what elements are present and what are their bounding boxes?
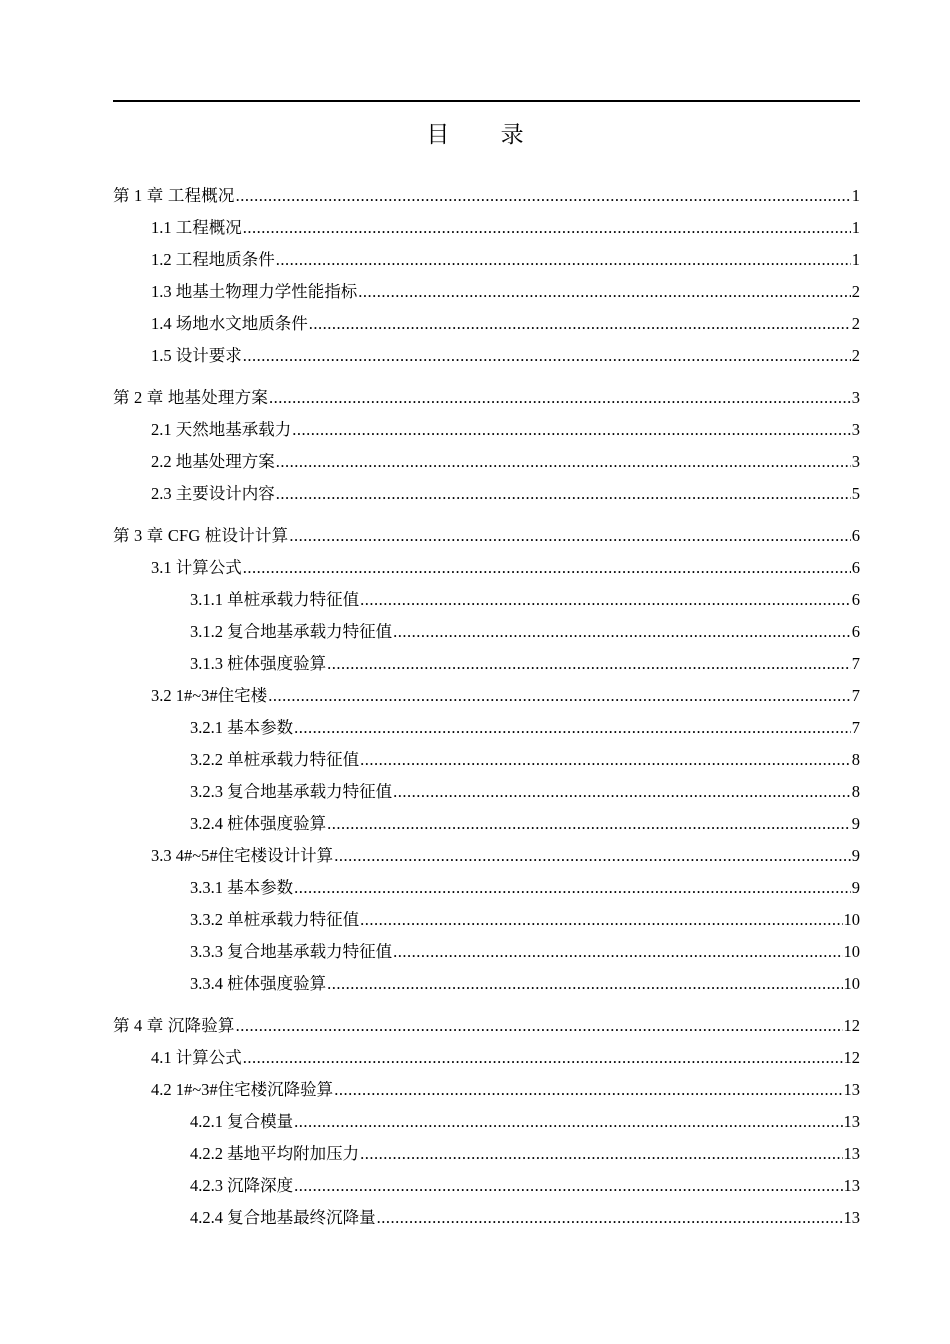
toc-title: 目 录 — [426, 122, 546, 148]
toc-dot-leader — [243, 344, 851, 368]
toc-entry-label: 第 1 章 工程概况 — [113, 186, 235, 205]
toc-page-number: 1 — [851, 186, 860, 205]
toc-entry-label: 3.1.1 单桩承载力特征值 — [190, 590, 360, 609]
toc-entry-label: 4.2.2 基地平均附加压力 — [190, 1144, 360, 1163]
toc-section-entry[interactable] — [151, 280, 860, 304]
toc-subsection-entry[interactable] — [190, 1142, 860, 1166]
toc-subsection-entry[interactable] — [190, 588, 860, 612]
toc-dot-leader — [276, 248, 851, 272]
toc-subsection-entry[interactable] — [190, 748, 860, 772]
toc-page-number: 2 — [851, 346, 860, 365]
toc-dot-leader — [276, 450, 851, 474]
toc-page-number: 1 — [851, 250, 860, 269]
toc-page-number: 13 — [843, 1208, 860, 1227]
toc-subsection-entry[interactable] — [190, 716, 860, 740]
toc-entry-label: 3.3.4 桩体强度验算 — [190, 974, 327, 993]
toc-subsection-entry[interactable] — [190, 652, 860, 676]
toc-page-number: 7 — [851, 686, 860, 705]
toc-section-entry[interactable] — [151, 216, 860, 240]
toc-entry-label: 1.2 工程地质条件 — [151, 250, 275, 269]
toc-dot-leader — [360, 1142, 842, 1166]
toc-section-entry[interactable] — [151, 1078, 860, 1102]
toc-entry-label: 1.5 设计要求 — [151, 346, 242, 365]
toc-entry-label: 4.2.1 复合模量 — [190, 1112, 294, 1131]
toc-section-entry[interactable] — [151, 684, 860, 708]
toc-page-number: 9 — [851, 814, 860, 833]
toc-page-number: 7 — [851, 718, 860, 737]
toc-section-entry[interactable] — [151, 248, 860, 272]
toc-section-entry[interactable] — [151, 418, 860, 442]
toc-dot-leader — [294, 876, 851, 900]
toc-dot-leader — [327, 972, 842, 996]
toc-dot-leader — [334, 1078, 842, 1102]
toc-chapter-entry[interactable] — [113, 386, 860, 410]
toc-entry-label: 3.1 计算公式 — [151, 558, 242, 577]
toc-entry-label: 第 3 章 CFG 桩设计计算 — [113, 526, 289, 545]
toc-subsection-entry[interactable] — [190, 780, 860, 804]
toc-dot-leader — [393, 780, 851, 804]
toc-page-number: 13 — [843, 1112, 860, 1131]
toc-section-entry[interactable] — [151, 1046, 860, 1070]
toc-entry-label: 1.1 工程概况 — [151, 218, 242, 237]
toc-page-number: 10 — [843, 942, 860, 961]
toc-dot-leader — [294, 716, 851, 740]
toc-dot-leader — [393, 940, 842, 964]
toc-dot-leader — [358, 280, 851, 304]
toc-subsection-entry[interactable] — [190, 1206, 860, 1230]
toc-dot-leader — [243, 556, 851, 580]
toc-dot-leader — [327, 812, 851, 836]
toc-section-entry[interactable] — [151, 312, 860, 336]
toc-dot-leader — [292, 418, 851, 442]
toc-subsection-entry[interactable] — [190, 876, 860, 900]
toc-entry-label: 3.2.1 基本参数 — [190, 718, 294, 737]
toc-entry-label: 4.1 计算公式 — [151, 1048, 242, 1067]
toc-dot-leader — [334, 844, 851, 868]
toc-entry-label: 2.1 天然地基承载力 — [151, 420, 292, 439]
toc-subsection-entry[interactable] — [190, 1174, 860, 1198]
toc-page-number: 6 — [851, 622, 860, 641]
toc-page-number: 6 — [851, 526, 860, 545]
toc-dot-leader — [294, 1174, 842, 1198]
toc-page-number: 6 — [851, 590, 860, 609]
toc-entry-label: 3.1.3 桩体强度验算 — [190, 654, 327, 673]
toc-page-number: 13 — [843, 1144, 860, 1163]
toc-dot-leader — [294, 1110, 842, 1134]
toc-entry-label: 2.3 主要设计内容 — [151, 484, 275, 503]
toc-entry-label: 3.3.2 单桩承载力特征值 — [190, 910, 360, 929]
toc-dot-leader — [393, 620, 851, 644]
toc-chapter-entry[interactable] — [113, 1014, 860, 1038]
toc-entry-label: 3.1.2 复合地基承载力特征值 — [190, 622, 393, 641]
toc-entry-label: 3.3.3 复合地基承载力特征值 — [190, 942, 393, 961]
toc-page-number: 3 — [851, 452, 860, 471]
toc-section-entry[interactable] — [151, 482, 860, 506]
toc-dot-leader — [360, 908, 842, 932]
toc-dot-leader — [327, 652, 851, 676]
toc-page-number: 9 — [851, 878, 860, 897]
toc-dot-leader — [377, 1206, 843, 1230]
toc-page-number: 8 — [851, 782, 860, 801]
toc-page-number: 12 — [843, 1016, 860, 1035]
toc-section-entry[interactable] — [151, 844, 860, 868]
toc-page-number: 2 — [851, 314, 860, 333]
toc-page-number: 6 — [851, 558, 860, 577]
toc-section-entry[interactable] — [151, 450, 860, 474]
toc-entry-label: 1.4 场地水文地质条件 — [151, 314, 308, 333]
toc-subsection-entry[interactable] — [190, 940, 860, 964]
toc-page-number: 1 — [851, 218, 860, 237]
toc-entry-label: 3.3.1 基本参数 — [190, 878, 294, 897]
toc-subsection-entry[interactable] — [190, 908, 860, 932]
toc-entry-label: 2.2 地基处理方案 — [151, 452, 275, 471]
toc-entry-label: 3.2.2 单桩承载力特征值 — [190, 750, 360, 769]
toc-subsection-entry[interactable] — [190, 620, 860, 644]
toc-dot-leader — [360, 588, 851, 612]
toc-page-number: 10 — [843, 974, 860, 993]
toc-page-number: 10 — [843, 910, 860, 929]
toc-entry-label: 3.2.4 桩体强度验算 — [190, 814, 327, 833]
toc-entry-label: 第 2 章 地基处理方案 — [113, 388, 269, 407]
toc-dot-leader — [276, 482, 851, 506]
toc-entry-label: 3.2.3 复合地基承载力特征值 — [190, 782, 393, 801]
toc-entry-label: 3.3 4#~5#住宅楼设计计算 — [151, 846, 334, 865]
toc-dot-leader — [269, 386, 851, 410]
toc-entry-label: 3.2 1#~3#住宅楼 — [151, 686, 268, 705]
toc-subsection-entry[interactable] — [190, 1110, 860, 1134]
toc-dot-leader — [236, 184, 851, 208]
toc-entry-label: 4.2.3 沉降深度 — [190, 1176, 294, 1195]
toc-dot-leader — [309, 312, 851, 336]
toc-dot-leader — [268, 684, 851, 708]
toc-subsection-entry[interactable] — [190, 972, 860, 996]
toc-entry-label: 1.3 地基土物理力学性能指标 — [151, 282, 358, 301]
toc-page-number: 13 — [843, 1176, 860, 1195]
toc-entry-label: 第 4 章 沉降验算 — [113, 1016, 235, 1035]
toc-dot-leader — [289, 524, 850, 548]
toc-dot-leader — [243, 1046, 843, 1070]
toc-dot-leader — [243, 216, 851, 240]
toc-page-number: 8 — [851, 750, 860, 769]
toc-chapter-entry[interactable] — [113, 524, 860, 548]
toc-subsection-entry[interactable] — [190, 812, 860, 836]
toc-page-number: 2 — [851, 282, 860, 301]
toc-dot-leader — [360, 748, 851, 772]
toc-page-number: 3 — [851, 420, 860, 439]
toc-chapter-entry[interactable] — [113, 184, 860, 208]
toc-page-number: 9 — [851, 846, 860, 865]
toc-entry-label: 4.2 1#~3#住宅楼沉降验算 — [151, 1080, 334, 1099]
toc-page-number: 13 — [843, 1080, 860, 1099]
toc-entry-label: 4.2.4 复合地基最终沉降量 — [190, 1208, 376, 1227]
toc-section-entry[interactable] — [151, 344, 860, 368]
toc-page-number: 7 — [851, 654, 860, 673]
toc-page-number: 12 — [843, 1048, 860, 1067]
toc-page-number: 5 — [851, 484, 860, 503]
toc-dot-leader — [236, 1014, 843, 1038]
toc-section-entry[interactable] — [151, 556, 860, 580]
toc-page-number: 3 — [851, 388, 860, 407]
